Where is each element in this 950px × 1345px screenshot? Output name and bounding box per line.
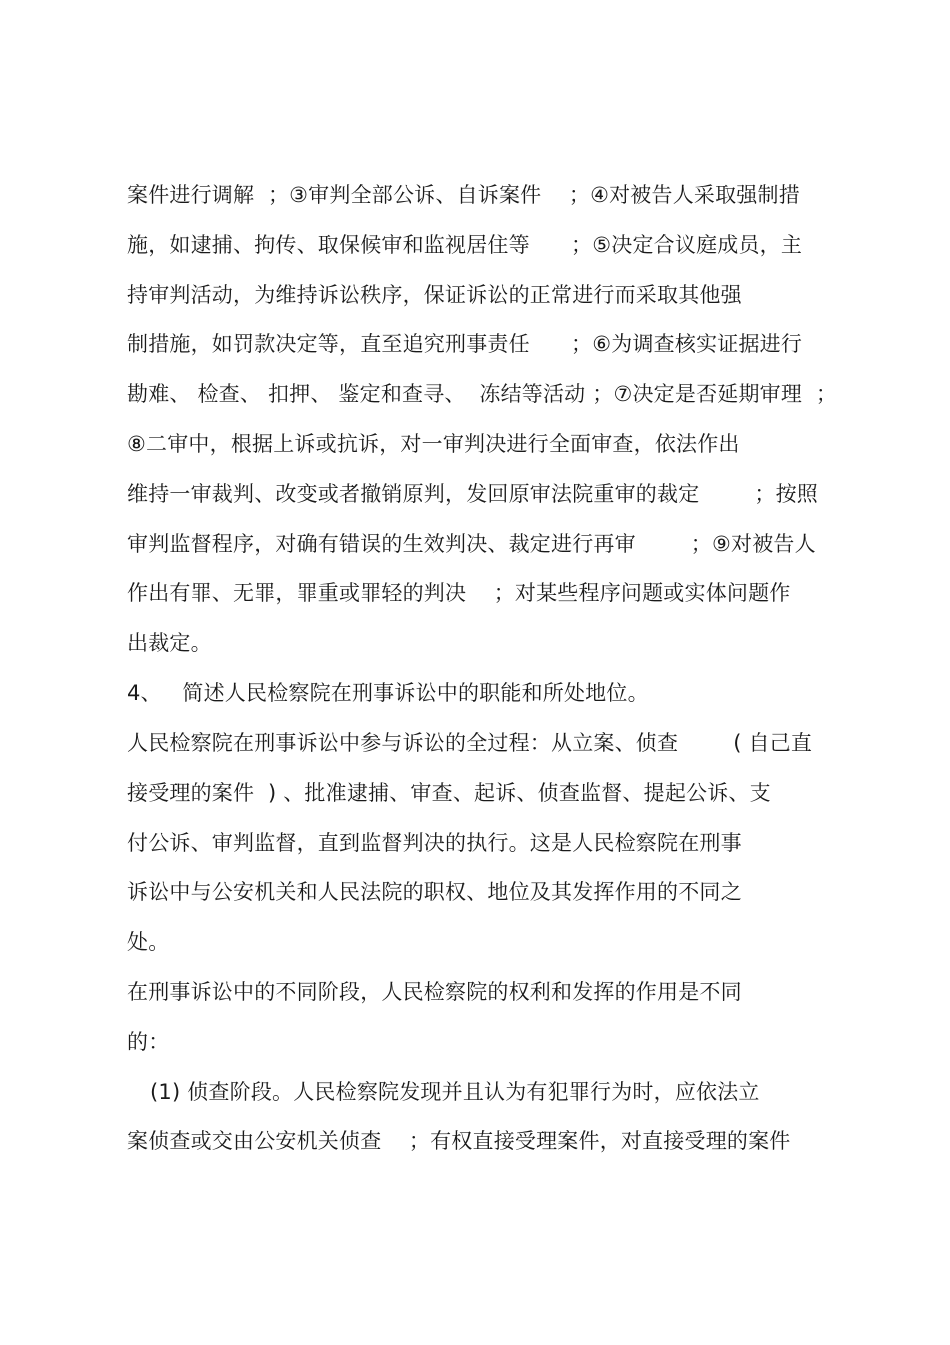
list-item-heading: (1) 侦查阶段。人民检察院发现并且认为有犯罪行为时，应依法立 bbox=[150, 1080, 760, 1104]
text-line: ⑧二审中，根据上诉或抗诉，对一审判决进行全面审查，依法作出 bbox=[127, 432, 740, 456]
text-line: 勘难、 检查、 扣押、 鉴定和查寻、 冻结等活动 ；⑦决定是否延期审理 ； bbox=[127, 382, 838, 406]
text-line: 在刑事诉讼中的不同阶段，人民检察院的权利和发挥的作用是不同 bbox=[127, 980, 742, 1004]
text-line: 案件进行调解 ；③审判全部公诉、自诉案件 ；④对被告人采取强制措 bbox=[127, 183, 800, 207]
text-line: 诉讼中与公安机关和人民法院的职权、地位及其发挥作用的不同之 bbox=[127, 880, 742, 904]
section-heading: 4、 简述人民检察院在刑事诉讼中的职能和所处地位。 bbox=[127, 681, 649, 705]
text-line: 出裁定。 bbox=[127, 631, 212, 655]
text-line: 维持一审裁判、改变或者撤销原判，发回原审法院重审的裁定 ；按照 bbox=[127, 482, 818, 506]
text-line: 施，如逮捕、拘传、取保候审和监视居住等 ；⑤决定合议庭成员，主 bbox=[127, 233, 803, 257]
text-line: 处。 bbox=[127, 930, 170, 954]
text-line: 持审判活动，为维持诉讼秩序，保证诉讼的正常进行而采取其他强 bbox=[127, 283, 742, 307]
text-line: 的： bbox=[127, 1030, 170, 1054]
text-line: 作出有罪、无罪，罪重或罪轻的判决 ；对某些程序问题或实体问题作 bbox=[127, 581, 791, 605]
text-line: 审判监督程序，对确有错误的生效判决、裁定进行再审 ；⑨对被告人 bbox=[127, 532, 816, 556]
text-line: 接受理的案件 ) 、批准逮捕、审查、起诉、侦查监督、提起公诉、支 bbox=[127, 781, 771, 805]
text-line: 人民检察院在刑事诉讼中参与诉讼的全过程：从立案、侦查 ( 自己直 bbox=[127, 731, 813, 755]
text-line: 付公诉、审判监督，直到监督判决的执行。这是人民检察院在刑事 bbox=[127, 831, 742, 855]
text-line: 制措施，如罚款决定等，直至追究刑事责任 ；⑥为调查核实证据进行 bbox=[127, 332, 803, 356]
text-line: 案侦查或交由公安机关侦查 ；有权直接受理案件，对直接受理的案件 bbox=[127, 1129, 791, 1153]
